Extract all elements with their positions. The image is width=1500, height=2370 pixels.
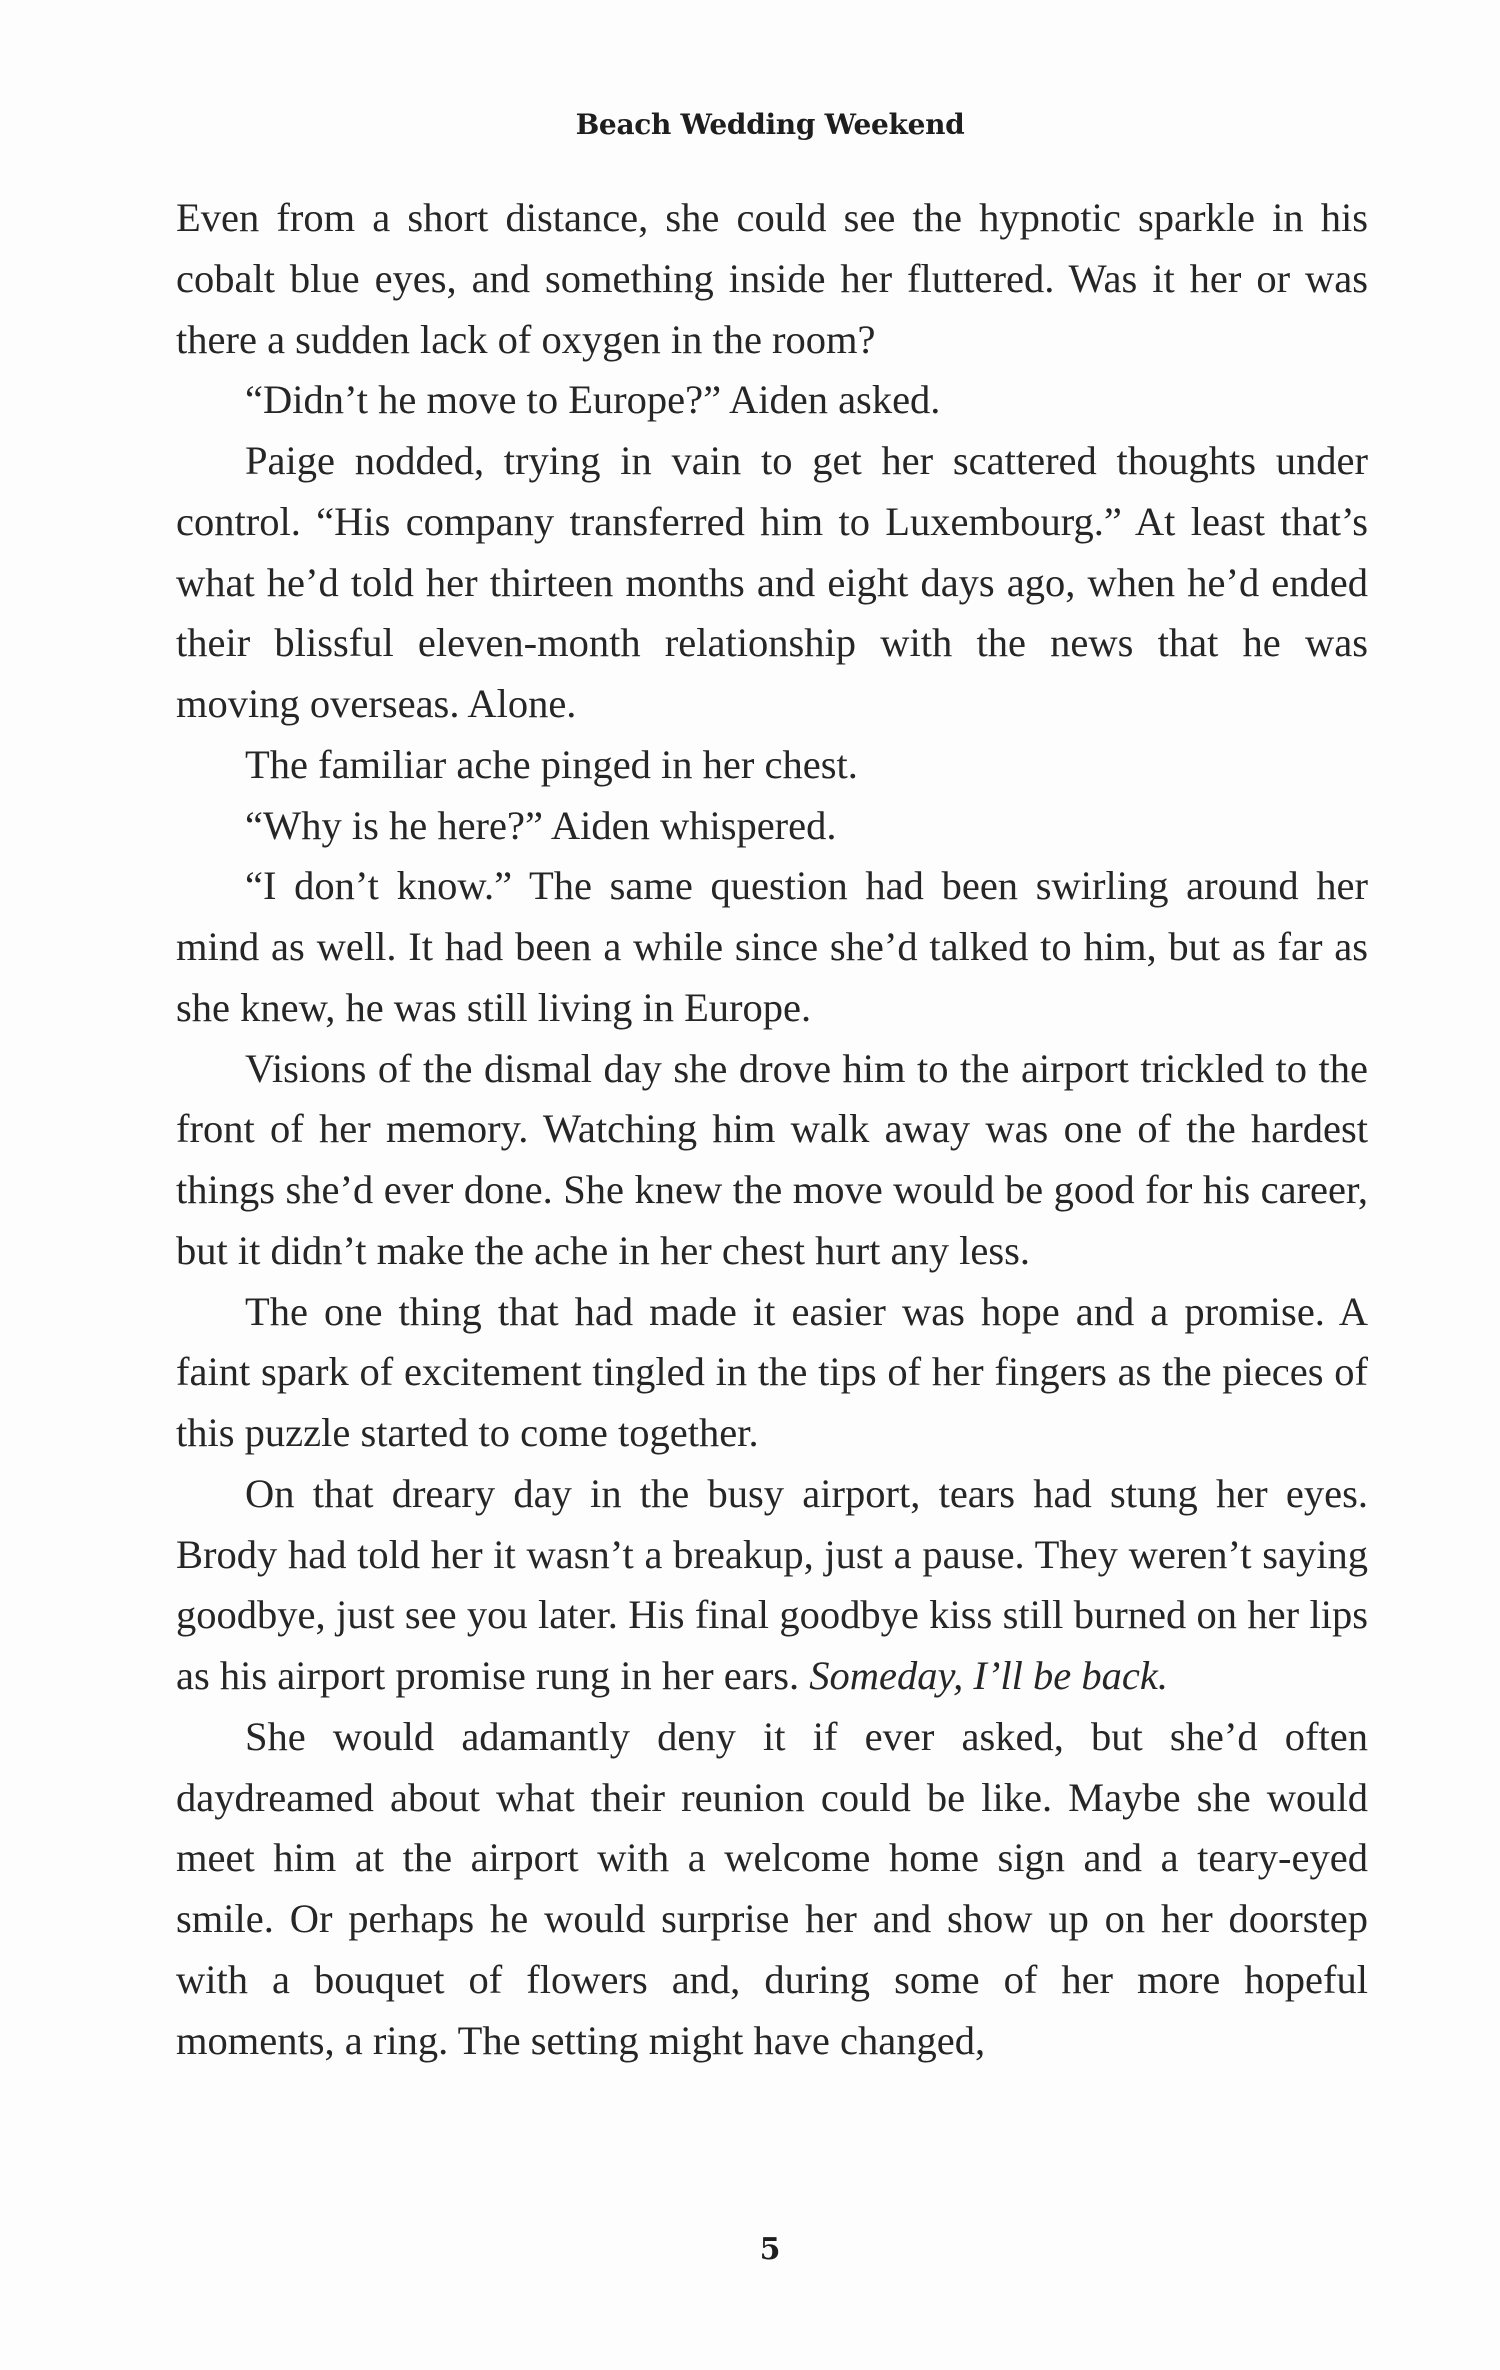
body-text [176, 188, 1368, 2071]
paragraph: Paige nodded, trying in vain to get her scattered thoughts under control. “His company transferred him to Luxembourg.” At least that’s what he’d told her thirteen months and eight days ago, when he’d ended their blissful eleven-month relationship with the news that he was moving overseas. Alone. [176, 438, 1368, 726]
paragraph: The one thing that had made it easier was hope and a promise. A faint spark of excitement tingled in the tips of her fingers as the pieces of this puzzle started to come together. [176, 1288, 1368, 1455]
paragraph: “Why is he here?” Aiden whispered. [245, 802, 837, 848]
paragraph: The familiar ache pinged in her chest. [245, 741, 858, 787]
page-number: 5 [759, 2232, 781, 2267]
paragraph-airport [176, 1464, 1368, 1707]
paragraph-text: On that dreary day in the busy airport, tears had stung her eyes. Brody had told her it wasn’t a breakup, just a pause. They weren’t saying goodbye, just see you later. His final goodbye kiss still burned on her lips as his airport promise rung in her ears. [176, 1470, 1368, 1698]
paragraph: Even from a short distance, she could see the hypnotic sparkle in his cobalt blue eyes, and something inside her fluttered. Was it her or was there a sudden lack of oxygen in the room? [176, 195, 1368, 362]
italic-promise: Someday, I’ll be back. [809, 1653, 1168, 1698]
running-head-title: Beach Wedding Weekend [575, 108, 965, 141]
paragraph: She would adamantly deny it if ever asked, but she’d often daydreamed about what their reunion could be like. Maybe she would meet him at the airport with a welcome home sign and a teary-eyed smile. Or perhaps he would surprise her and show up on her doorstep with a bouquet of flowers and, during some of her more hopeful moments, a ring. The setting might have changed, [176, 1713, 1368, 2063]
paragraph: “Didn’t he move to Europe?” Aiden asked. [245, 377, 941, 423]
paragraph: “I don’t know.” The same question had been swirling around her mind as well. It had been a while since she’d talked to him, but as far as she knew, he was still living in Europe. [176, 863, 1368, 1030]
paragraph: Visions of the dismal day she drove him to the airport trickled to the front of her memory. Watching him walk away was one of the hardest things she’d ever done. She knew the move would be good for his career, but it didn’t make the ache in her chest hurt any less. [176, 1045, 1368, 1273]
